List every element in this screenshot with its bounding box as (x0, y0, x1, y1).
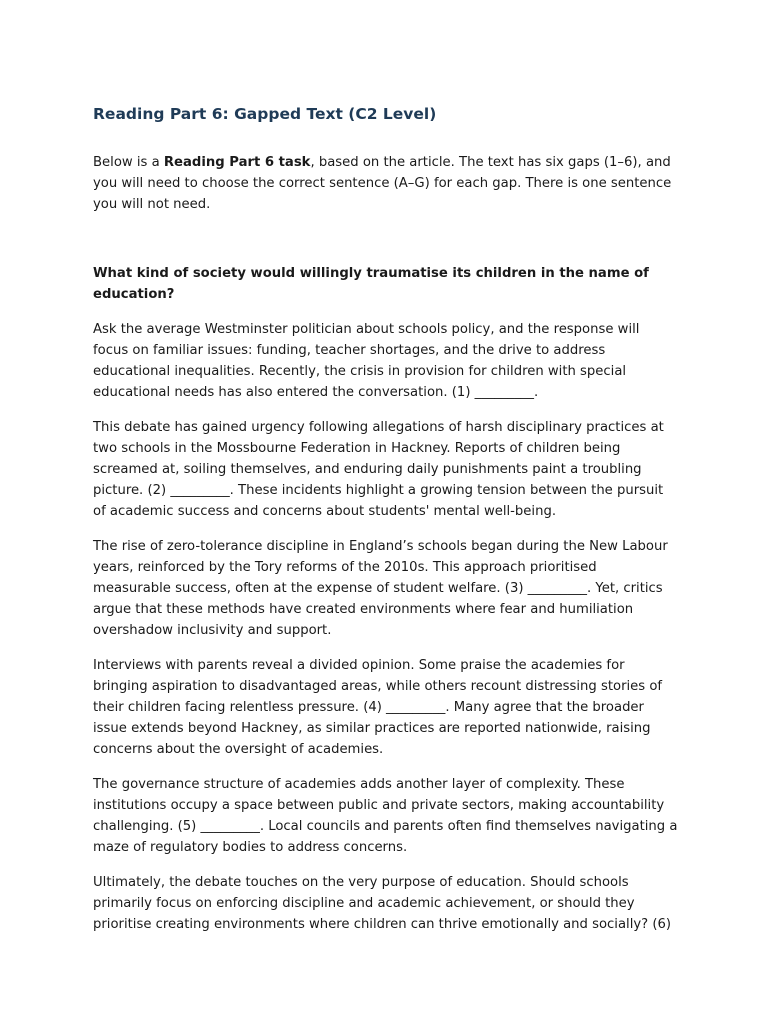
article-paragraph-6: Ultimately, the debate touches on the very purpose of education. Should schools primarily focus on enforcing discipline and academic achievement, or should they prioritise creating environments where children can thrive emotionally and socially? (6) (93, 875, 672, 932)
article-paragraph-3: The rise of zero-tolerance discipline in England’s schools began during the New Labour years, reinforced by the Tory reforms of the 2010s. This approach prioritised measurable success, often at the expense of student welfare. (3) _________. Yet, critics argue that these methods have created environments where fear and humiliation overshadow inclusivity and support. (93, 539, 668, 638)
article-paragraph-4: Interviews with parents reveal a divided opinion. Some praise the academies for bringing aspiration to disadvantaged areas, while others recount distressing stories of their children facing relentless pressure. (4) _________. Many agree that the broader issue extends beyond Hackney, as similar practices are reported nationwide, raising concerns about the oversight of academies. (93, 658, 663, 757)
intro-task-name: Reading Part 6 task (163, 155, 311, 170)
article-heading: What kind of society would willingly traumatise its children in the name of education? (93, 266, 649, 302)
intro-text-end: , based on the article. The text has six gaps (1–6), and you will need to choose the correct sentence (A–G) for each gap. There is one sentence you will not need. (93, 155, 672, 212)
article-paragraph-1: Ask the average Westminster politician about schools policy, and the response will focus on familiar issues: funding, teacher shortages, and the drive to address educational inequalities. Recently, the crisis in provision for children with special educational needs has also entered the conversation. (1) _________. (93, 322, 640, 400)
intro-paragraph (93, 152, 678, 215)
document-page (93, 104, 678, 949)
article-paragraph-2: This debate has gained urgency following allegations of harsh disciplinary practices at two schools in the Mossbourne Federation in Hackney. Reports of children being screamed at, soiling themselves, and enduring daily punishments paint a troubling picture. (2) _________. These incidents highlight a growing tension between the pursuit of academic success and concerns about students' mental well-being. (93, 420, 664, 519)
intro-text-start: Below is a (93, 155, 164, 170)
document-title: Reading Part 6: Gapped Text (C2 Level) (93, 105, 437, 123)
article-paragraph-5: The governance structure of academies adds another layer of complexity. These institutions occupy a space between public and private sectors, making accountability challenging. (5) _________. Local councils and parents often find themselves navigating a maze of regulatory bodies to address concerns. (93, 777, 678, 855)
